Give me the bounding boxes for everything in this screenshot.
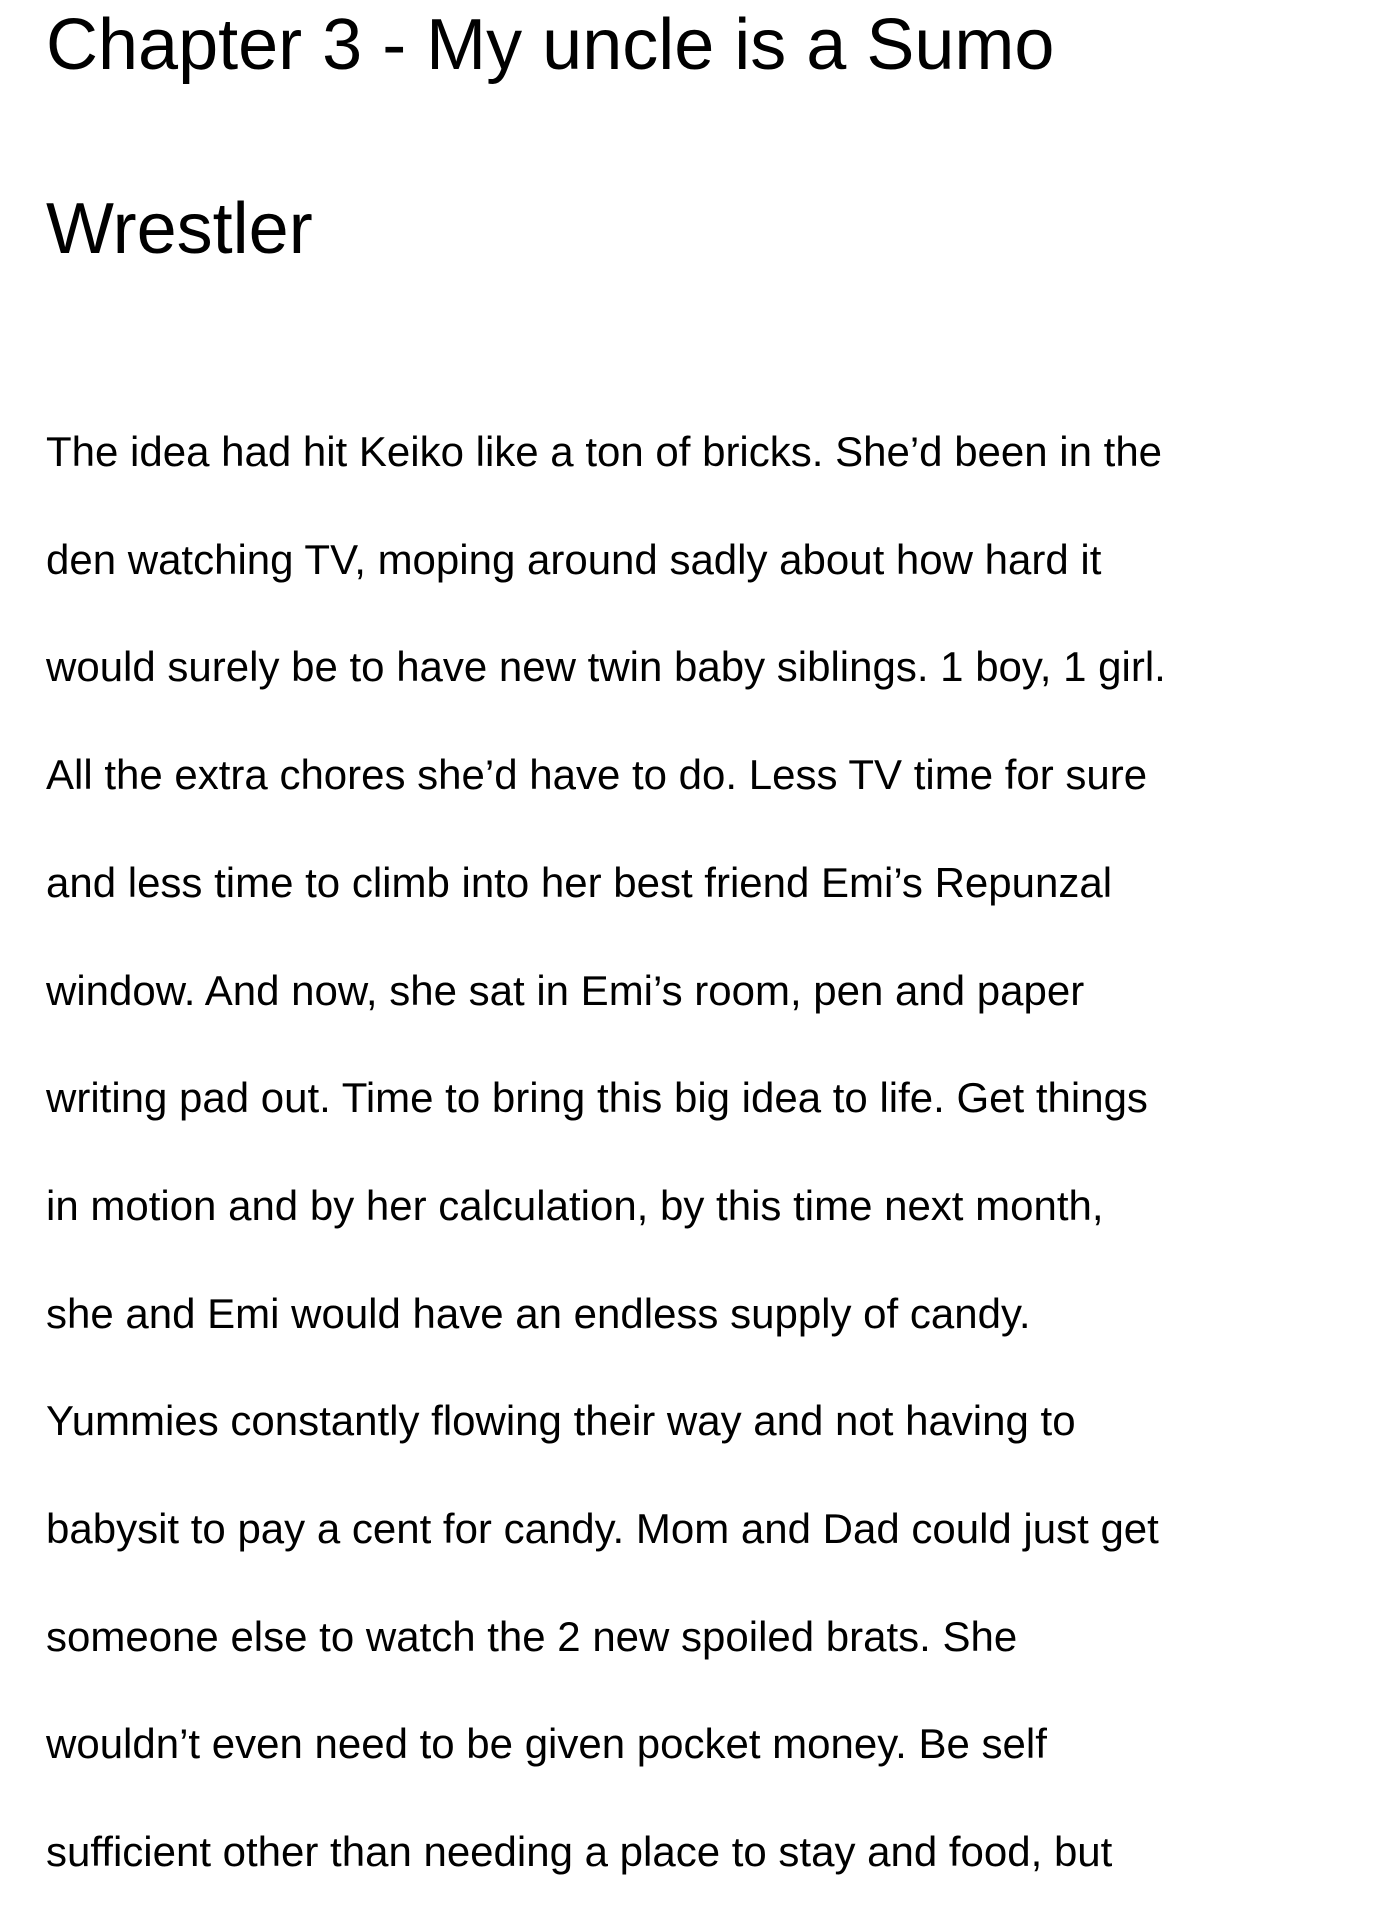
chapter-title-line-2: Wrestler xyxy=(46,189,313,269)
body-line: in motion and by her calculation, by this time next month, xyxy=(46,1181,1104,1229)
body-line: window. And now, she sat in Emi’s room, pen and paper xyxy=(46,966,1085,1014)
body-line: would surely be to have new twin baby siblings. 1 boy, 1 girl. xyxy=(46,643,1166,691)
body-line: babysit to pay a cent for candy. Mom and Dad could just get xyxy=(46,1505,1159,1553)
body-line: The idea had hit Keiko like a ton of bricks. She’d been in the xyxy=(46,428,1163,475)
body-line: Yummies constantly flowing their way and not having to xyxy=(46,1397,1076,1445)
body-line: wouldn’t even need to be given pocket money. Be self xyxy=(46,1720,1047,1768)
chapter-body xyxy=(46,398,1376,1906)
body-line: writing pad out. Time to bring this big idea to life. Get things xyxy=(46,1074,1148,1122)
body-line: she and Emi would have an endless supply of candy. xyxy=(46,1289,1031,1337)
body-line: All the extra chores she’d have to do. Less TV time for sure xyxy=(46,751,1148,799)
body-line: someone else to watch the 2 new spoiled brats. She xyxy=(46,1612,1018,1660)
chapter-title xyxy=(46,0,1366,321)
chapter-title-line-1: Chapter 3 - My uncle is a Sumo xyxy=(46,5,1055,85)
body-line: den watching TV, moping around sadly about how hard it xyxy=(46,535,1102,583)
body-line: and less time to climb into her best friend Emi’s Repunzal xyxy=(46,858,1113,906)
body-line: sufficient other than needing a place to stay and food, but xyxy=(46,1828,1113,1876)
